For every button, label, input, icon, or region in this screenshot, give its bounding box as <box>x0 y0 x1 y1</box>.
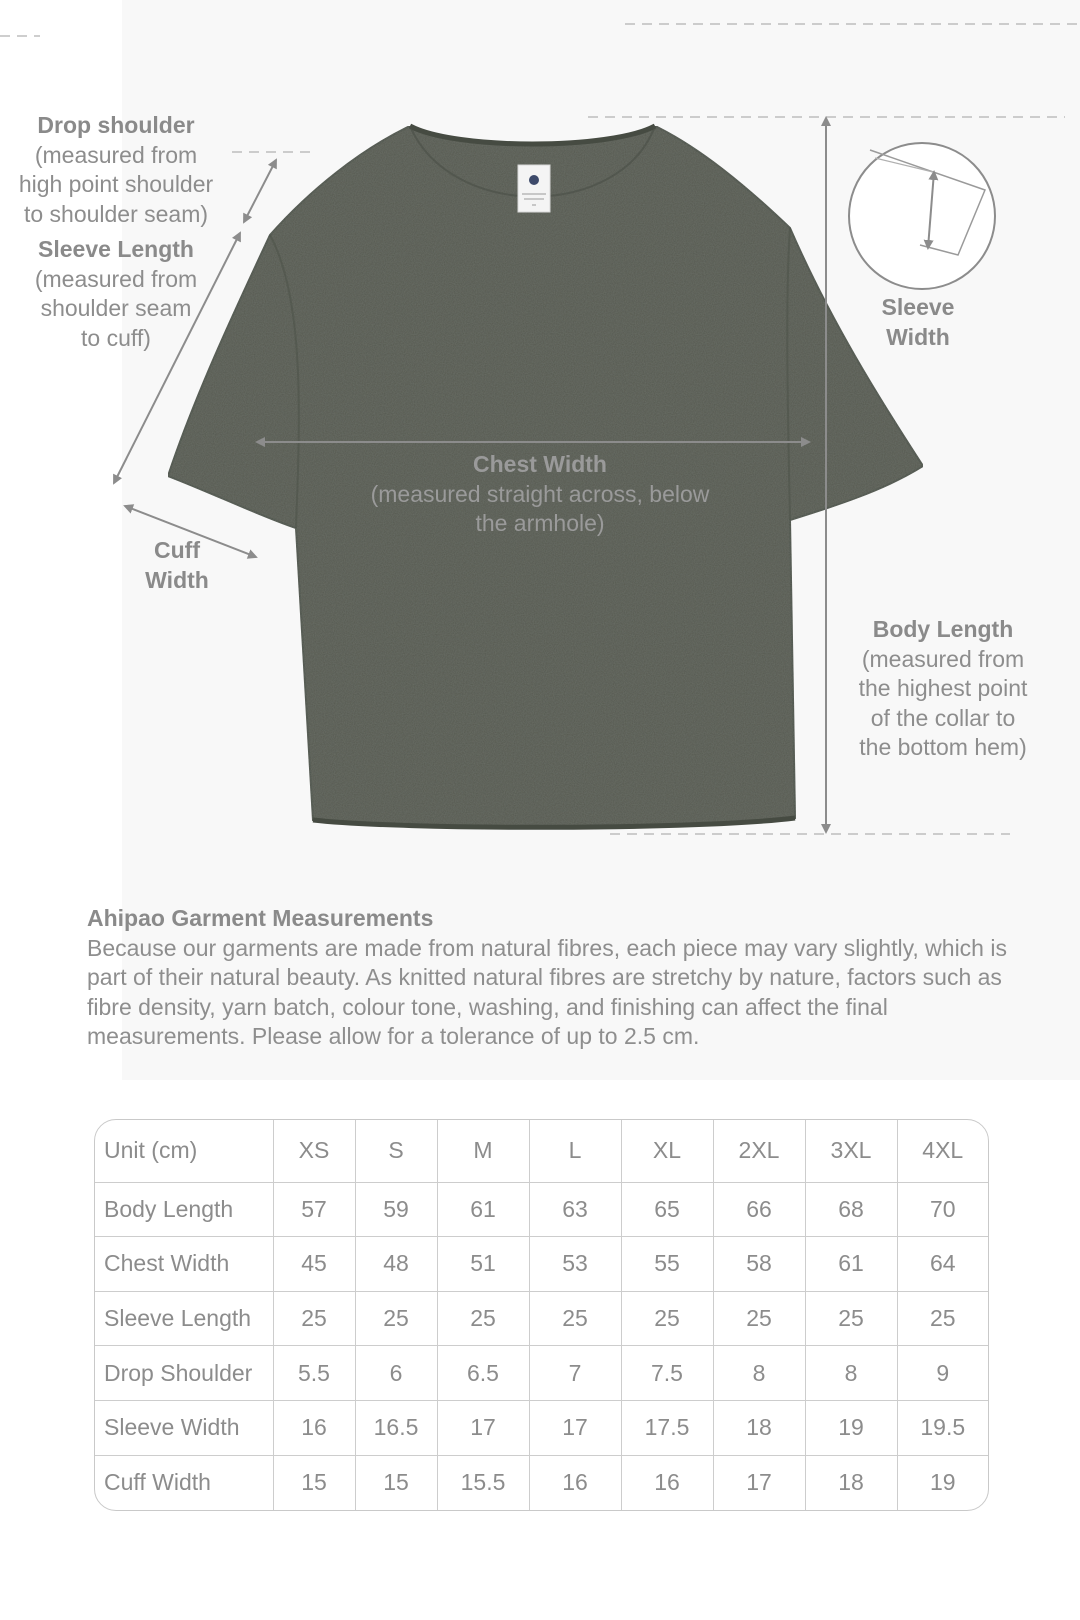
sleeve-length-label <box>5 235 227 353</box>
table-cell: 9 <box>897 1346 988 1401</box>
table-cell: 25 <box>897 1291 988 1346</box>
table-header-row <box>95 1120 988 1182</box>
table-cell: 6.5 <box>437 1346 529 1401</box>
row-label: Chest Width <box>95 1237 273 1292</box>
table-cell: 8 <box>805 1346 897 1401</box>
drop-shoulder-label <box>5 111 227 229</box>
table-cell: 8 <box>713 1346 805 1401</box>
neck-label-icon <box>518 165 550 212</box>
sleeve-length-title: Sleeve Length <box>38 236 194 262</box>
table-cell: 53 <box>529 1237 621 1292</box>
table-cell: 19 <box>805 1401 897 1456</box>
table-cell: 25 <box>621 1291 713 1346</box>
chest-width-line-1: (measured straight across, below <box>370 480 710 507</box>
table-cell: 70 <box>897 1182 988 1237</box>
header-size-4xl: 4XL <box>897 1120 988 1182</box>
table-cell: 7 <box>529 1346 621 1401</box>
body-length-line-1: (measured from <box>861 645 1025 672</box>
table-cell: 61 <box>437 1182 529 1237</box>
table-cell: 16 <box>273 1401 355 1456</box>
table-cell: 25 <box>805 1291 897 1346</box>
body-length-label <box>828 615 1058 763</box>
sleeve-width-inset <box>849 143 995 289</box>
body-length-title: Body Length <box>872 616 1014 642</box>
header-size-m: M <box>437 1120 529 1182</box>
table-row <box>95 1182 988 1237</box>
table-cell: 15 <box>355 1455 437 1510</box>
body-length-line-2: the highest point <box>858 675 1028 701</box>
table-cell: 25 <box>529 1291 621 1346</box>
header-unit: Unit (cm) <box>95 1120 273 1182</box>
table-row <box>95 1455 988 1510</box>
cuff-width-label <box>127 536 227 595</box>
header-size-l: L <box>529 1120 621 1182</box>
row-label: Body Length <box>95 1182 273 1237</box>
table-cell: 66 <box>713 1182 805 1237</box>
table-cell: 55 <box>621 1237 713 1292</box>
table-cell: 17 <box>437 1401 529 1456</box>
table-cell: 15 <box>273 1455 355 1510</box>
header-size-2xl: 2XL <box>713 1120 805 1182</box>
table-cell: 25 <box>355 1291 437 1346</box>
table-cell: 61 <box>805 1237 897 1292</box>
row-label: Sleeve Width <box>95 1401 273 1456</box>
table-cell: 16 <box>529 1455 621 1510</box>
table-cell: 51 <box>437 1237 529 1292</box>
table-cell: 25 <box>713 1291 805 1346</box>
drop-shoulder-line-2: high point shoulder <box>18 171 214 197</box>
row-label: Cuff Width <box>95 1455 273 1510</box>
chest-width-label <box>340 450 740 539</box>
table-cell: 15.5 <box>437 1455 529 1510</box>
sleeve-width-label <box>868 293 968 352</box>
table-cell: 45 <box>273 1237 355 1292</box>
table-cell: 16.5 <box>355 1401 437 1456</box>
table-cell: 64 <box>897 1237 988 1292</box>
table-cell: 63 <box>529 1182 621 1237</box>
table-cell: 25 <box>437 1291 529 1346</box>
table-cell: 16 <box>621 1455 713 1510</box>
measurement-info <box>87 904 1017 1052</box>
drop-shoulder-line-1: (measured from <box>34 141 198 168</box>
table-cell: 57 <box>273 1182 355 1237</box>
table-cell: 48 <box>355 1237 437 1292</box>
sleeve-length-line-3: to cuff) <box>81 324 151 351</box>
info-body: Because our garments are made from natural fibres, each piece may vary slightly, which is part of their natural beauty. As knitted natural fibres are stretchy by nature, factors such as fibre density, yarn batch, colour tone, washing, and finishing can affect the final measurements. Please allow for a tolerance of up to 2.5 cm. <box>87 934 1007 1049</box>
sleeve-length-line-1: (measured from <box>34 265 198 292</box>
row-label: Drop Shoulder <box>95 1346 273 1401</box>
table-row <box>95 1291 988 1346</box>
table-cell: 19.5 <box>897 1401 988 1456</box>
chest-width-line-2: the armhole) <box>475 510 605 536</box>
body-length-line-3: of the collar to <box>870 704 1016 731</box>
table-cell: 68 <box>805 1182 897 1237</box>
table-cell: 25 <box>273 1291 355 1346</box>
table-row <box>95 1237 988 1292</box>
table-cell: 17.5 <box>621 1401 713 1456</box>
sleeve-width-line-2: Width <box>886 323 950 350</box>
table-cell: 59 <box>355 1182 437 1237</box>
table-cell: 18 <box>805 1455 897 1510</box>
sleeve-width-line-1: Sleeve <box>881 294 955 320</box>
table-cell: 58 <box>713 1237 805 1292</box>
table-cell: 7.5 <box>621 1346 713 1401</box>
drop-shoulder-arrow <box>244 160 276 222</box>
drop-shoulder-title: Drop shoulder <box>37 112 195 138</box>
cuff-width-line-1: Cuff <box>154 537 200 563</box>
table-cell: 18 <box>713 1401 805 1456</box>
table-cell: 17 <box>529 1401 621 1456</box>
table-cell: 19 <box>897 1455 988 1510</box>
header-size-3xl: 3XL <box>805 1120 897 1182</box>
header-size-xs: XS <box>273 1120 355 1182</box>
sleeve-length-line-2: shoulder seam <box>40 295 192 321</box>
body-length-line-4: the bottom hem) <box>859 734 1027 760</box>
table-cell: 6 <box>355 1346 437 1401</box>
header-size-s: S <box>355 1120 437 1182</box>
header-size-xl: XL <box>621 1120 713 1182</box>
drop-shoulder-line-3: to shoulder seam) <box>23 200 209 227</box>
table-cell: 17 <box>713 1455 805 1510</box>
chest-width-title: Chest Width <box>473 451 607 477</box>
cuff-width-line-2: Width <box>145 566 209 593</box>
table-row <box>95 1401 988 1456</box>
table-cell: 5.5 <box>273 1346 355 1401</box>
row-label: Sleeve Length <box>95 1291 273 1346</box>
size-chart-table <box>94 1119 989 1511</box>
info-title: Ahipao Garment Measurements <box>87 905 434 931</box>
table-cell: 65 <box>621 1182 713 1237</box>
table-row <box>95 1346 988 1401</box>
